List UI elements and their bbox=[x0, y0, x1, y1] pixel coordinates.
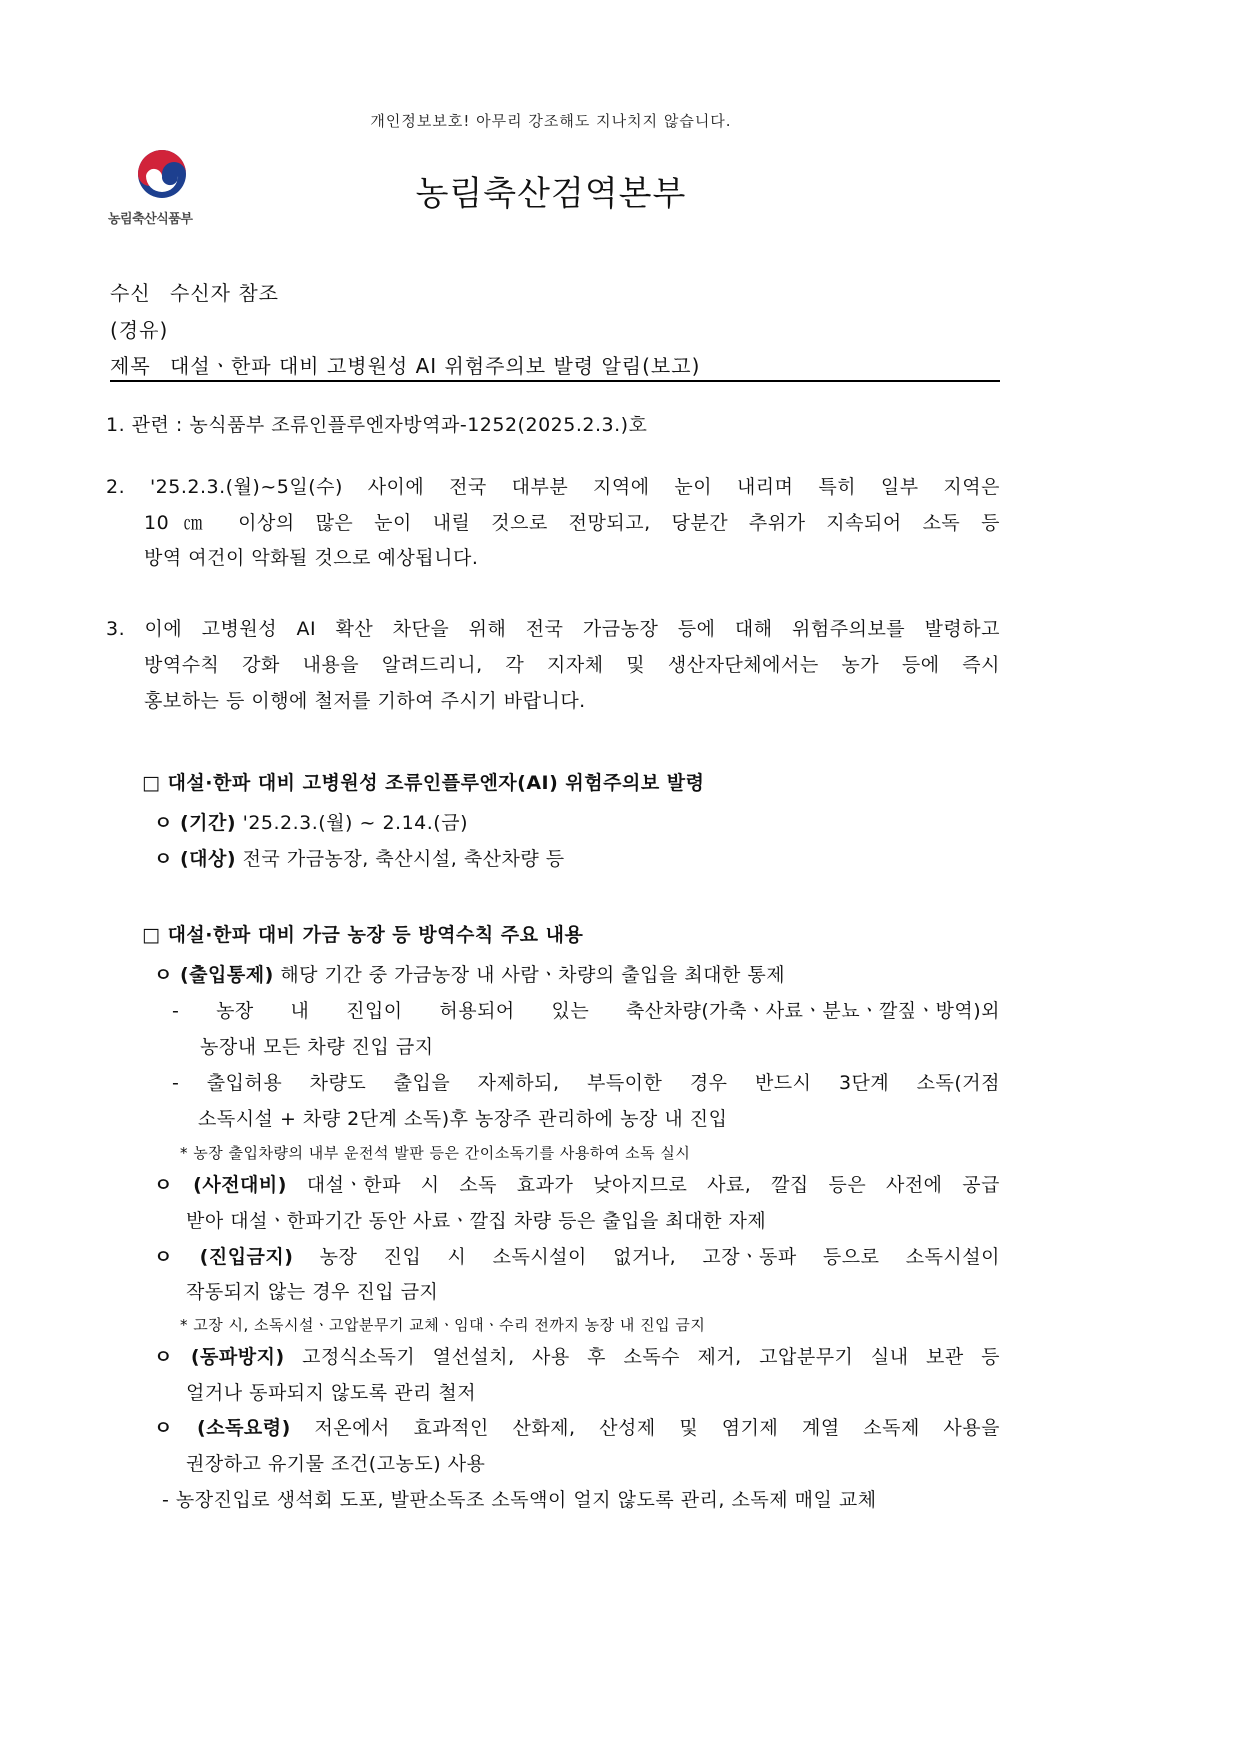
target-label: ㅇ (대상) bbox=[154, 848, 237, 870]
access-note: * 농장 출입차량의 내부 운전석 발판 등은 간이소독기를 사용하여 소독 실시 bbox=[180, 1144, 691, 1162]
pre-preparation-text-1: 대설ㆍ한파 시 소독 효과가 낮아지므로 사료, 깔집 등은 사전에 공급 bbox=[306, 1174, 1000, 1196]
freeze-prevention-label: ㅇ (동파방지) bbox=[154, 1346, 285, 1368]
forecast-line-1: 2. '25.2.3.(월)~5일(수) 사이에 전국 대부분 지역에 눈이 내리며 특히 일부 지역은 bbox=[106, 476, 1000, 498]
agency-title: 농림축산검역본부 bbox=[415, 174, 687, 214]
section-advisory-title: □ 대설·한파 대비 고병원성 조류인플루엔자(AI) 위험주의보 발령 bbox=[142, 772, 705, 794]
period-row bbox=[154, 808, 468, 835]
subject-label: 제목 bbox=[110, 354, 151, 378]
entry-road-detail: - 농장진입로 생석회 도포, 발판소독조 소독액이 얼지 않도록 관리, 소독제 매일 교체 bbox=[162, 1489, 877, 1511]
recipient-label: 수신 bbox=[110, 281, 151, 305]
request-line-1: 3. 이에 고병원성 AI 확산 차단을 위해 전국 가금농장 등에 대해 위험주의보를 발령하고 bbox=[106, 618, 1000, 640]
privacy-slogan: 개인정보보호! 아무리 강조해도 지나치지 않습니다. bbox=[370, 112, 732, 130]
target-value: 전국 가금농장, 축산시설, 축산차량 등 bbox=[242, 848, 565, 870]
pre-preparation-label: ㅇ (사전대비) bbox=[154, 1174, 287, 1196]
access-detail-2-line-2: 소독시설 + 차량 2단계 소독)후 농장주 관리하에 농장 내 진입 bbox=[198, 1108, 728, 1130]
freeze-prevention-row bbox=[154, 1342, 1000, 1369]
disinfection-guide-label: ㅇ (소독요령) bbox=[154, 1417, 291, 1439]
subject-row bbox=[110, 350, 700, 379]
entry-ban-text-2: 작동되지 않는 경우 진입 금지 bbox=[186, 1281, 439, 1303]
related-reference: 1. 관련 : 농식품부 조류인플루엔자방역과-1252(2025.2.3.)호 bbox=[106, 414, 648, 436]
via-row bbox=[110, 314, 168, 343]
subject-value: 대설ㆍ한파 대비 고병원성 AI 위험주의보 발령 알림(보고) bbox=[170, 354, 701, 378]
section-rules-title: □ 대설·한파 대비 가금 농장 등 방역수칙 주요 내용 bbox=[142, 924, 584, 946]
freeze-prevention-text-1: 고정식소독기 열선설치, 사용 후 소독수 제거, 고압분무기 실내 보관 등 bbox=[302, 1346, 1000, 1368]
access-control-text: 해당 기간 중 가금농장 내 사람ㆍ차량의 출입을 최대한 통제 bbox=[280, 964, 786, 986]
via-label: (경유) bbox=[110, 318, 169, 342]
pre-preparation-text-2: 받아 대설ㆍ한파기간 동안 사료ㆍ깔집 차량 등은 출입을 최대한 자제 bbox=[186, 1210, 767, 1232]
disinfection-guide-text-2: 권장하고 유기물 조건(고농도) 사용 bbox=[186, 1453, 486, 1475]
recipient-row bbox=[110, 277, 279, 306]
pre-preparation-row bbox=[154, 1170, 1000, 1197]
period-label: ㅇ (기간) bbox=[154, 812, 237, 834]
header-divider bbox=[110, 380, 1000, 382]
access-detail-2-line-1: - 출입허용 차량도 출입을 자제하되, 부득이한 경우 반드시 3단계 소독(거점 bbox=[172, 1072, 1000, 1094]
target-row bbox=[154, 844, 565, 871]
freeze-prevention-text-2: 얼거나 동파되지 않도록 관리 철저 bbox=[186, 1382, 477, 1404]
entry-ban-note: * 고장 시, 소독시설ㆍ고압분무기 교체ㆍ임대ㆍ수리 전까지 농장 내 진입 금지 bbox=[180, 1316, 706, 1334]
access-control-row bbox=[154, 960, 785, 987]
access-control-label: ㅇ (출입통제) bbox=[154, 964, 274, 986]
disinfection-guide-text-1: 저온에서 효과적인 산화제, 산성제 및 염기제 계열 소독제 사용을 bbox=[314, 1417, 1000, 1439]
entry-ban-row bbox=[154, 1242, 1000, 1269]
period-value: '25.2.3.(월) ~ 2.14.(금) bbox=[242, 812, 468, 834]
request-line-2: 방역수칙 강화 내용을 알려드리니, 각 지자체 및 생산자단체에서는 농가 등에 즉시 bbox=[144, 654, 1000, 676]
forecast-line-2: 10㎝ 이상의 많은 눈이 내릴 것으로 전망되고, 당분간 추위가 지속되어 소독 등 bbox=[144, 512, 1000, 534]
access-detail-1-line-2: 농장내 모든 차량 진입 금지 bbox=[200, 1036, 434, 1058]
entry-ban-label: ㅇ (진입금지) bbox=[154, 1246, 294, 1268]
disinfection-guide-row bbox=[154, 1413, 1000, 1440]
ministry-name: 농림축산식품부 bbox=[108, 212, 193, 227]
request-line-3: 홍보하는 등 이행에 철저를 기하여 주시기 바랍니다. bbox=[144, 690, 586, 712]
entry-ban-text-1: 농장 진입 시 소독시설이 없거나, 고장ㆍ동파 등으로 소독시설이 bbox=[319, 1246, 1000, 1268]
recipient-value: 수신자 참조 bbox=[170, 281, 279, 305]
access-detail-1-line-1: - 농장 내 진입이 허용되어 있는 축산차량(가축ㆍ사료ㆍ분뇨ㆍ깔짚ㆍ방역)외 bbox=[172, 1000, 1000, 1022]
forecast-line-3: 방역 여건이 악화될 것으로 예상됩니다. bbox=[144, 547, 479, 569]
